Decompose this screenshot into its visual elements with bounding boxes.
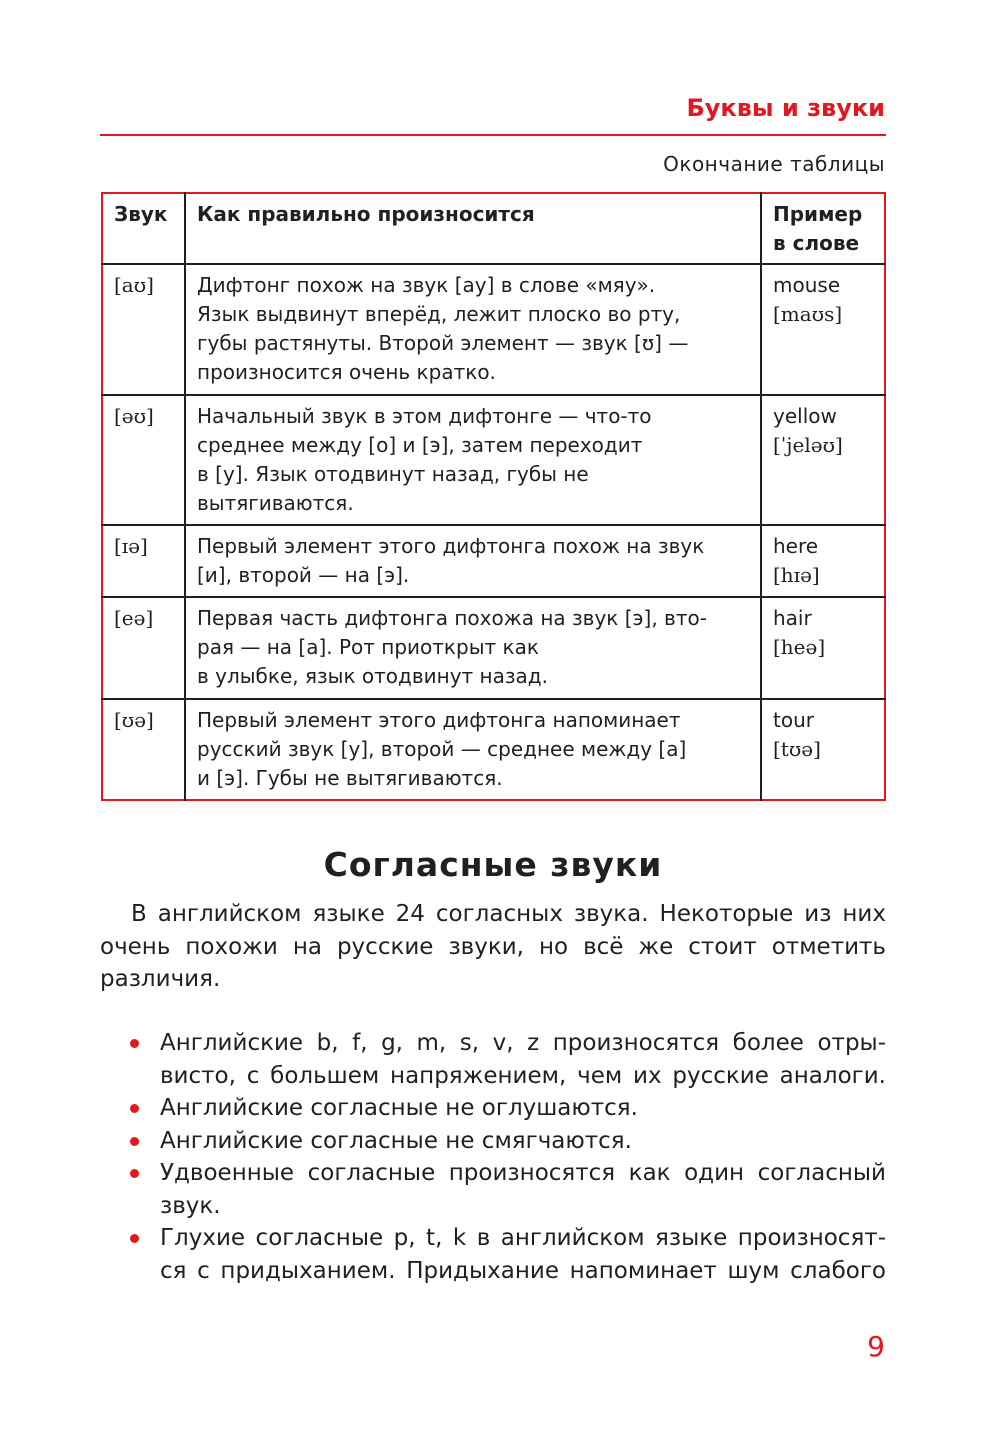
example-word: tour: [773, 708, 814, 732]
paragraph-line: различия.: [100, 966, 221, 992]
column-header-sound: Звук: [102, 193, 185, 264]
example-cell: [761, 395, 885, 525]
bullet-item: [100, 1222, 886, 1287]
paragraph-line: очень похожи на русские звуки, но всё же стоит отметить: [100, 933, 886, 960]
bullet-line: Глухие согласные p, t, k в английском языке произносят-: [160, 1225, 886, 1251]
bullet-line: висто, с большем напряжением, чем их русские аналоги.: [160, 1062, 886, 1089]
bullet-line: Удвоенные согласные произносятся как один согласный: [160, 1160, 886, 1186]
column-header-example: Пример в слове: [761, 193, 885, 264]
bullet-line: звук.: [160, 1192, 221, 1219]
sound-cell: [əʊ]: [102, 395, 185, 525]
diphthongs-table: [101, 192, 886, 801]
description-cell: Начальный звук в этом дифтонге — что-то среднее между [о] и [э], затем переходит в [у]. Язык отодвинут назад, губы не вытягиваются.: [185, 395, 761, 525]
table-row: [102, 699, 885, 800]
column-header-pronunciation: Как правильно произносится: [185, 193, 761, 264]
bullet-line: Английские согласные не смягчаются.: [160, 1127, 632, 1154]
example-cell: [761, 264, 885, 395]
table-continuation-label: Окончание таблицы: [663, 152, 885, 176]
description-cell: Первая часть дифтонга похожа на звук [э], вто- рая — на [а]. Рот приоткрыт как в улыбке, язык отодвинут назад.: [185, 597, 761, 699]
bullet-item: [100, 1125, 886, 1158]
section-title: Согласные звуки: [323, 845, 663, 884]
sound-cell: [ɪə]: [102, 525, 185, 597]
bullet-item: [100, 1157, 886, 1222]
header-rule: [100, 134, 886, 136]
bullet-line: Английские b, f, g, m, s, v, z произносятся более отры-: [160, 1030, 886, 1056]
sound-cell: [eə]: [102, 597, 185, 699]
bullet-item: [100, 1092, 886, 1125]
example-transcription: [heə]: [773, 635, 826, 659]
table-header-row: [102, 193, 885, 264]
example-word: here: [773, 534, 819, 558]
example-transcription: [ˈjeləʊ]: [773, 433, 843, 457]
description-cell: Дифтонг похож на звук [ay] в слове «мяу». Язык выдвинут вперёд, лежит плоско во рту, губы растянуты. Второй элемент — звук [ʊ] — произносится очень кратко.: [185, 264, 761, 395]
table-row: [102, 525, 885, 597]
table-row: [102, 264, 885, 395]
example-cell: [761, 525, 885, 597]
example-word: hair: [773, 606, 812, 630]
description-cell: Первый элемент этого дифтонга похож на звук [и], второй — на [э].: [185, 525, 761, 597]
intro-paragraph: [100, 898, 886, 996]
table-row: [102, 395, 885, 525]
bullet-line: Английские согласные не оглушаются.: [160, 1095, 638, 1121]
sound-cell: [aʊ]: [102, 264, 185, 395]
example-word: yellow: [773, 404, 837, 428]
example-transcription: [tʊə]: [773, 737, 821, 761]
paragraph-line: В английском языке 24 согласных звука. Некоторые из них: [131, 901, 886, 927]
description-cell: Первый элемент этого дифтонга напоминает русский звук [у], второй — среднее между [а] и [э]. Губы не вытягиваются.: [185, 699, 761, 800]
bullet-list: [100, 1027, 886, 1287]
example-cell: [761, 699, 885, 800]
example-cell: [761, 597, 885, 699]
sound-cell: [ʊə]: [102, 699, 185, 800]
bullet-item: [100, 1027, 886, 1092]
bullet-line: ся с придыханием. Придыхание напоминает шум слабого: [160, 1257, 886, 1284]
example-word: mouse: [773, 273, 841, 297]
example-transcription: [maʊs]: [773, 302, 843, 326]
example-transcription: [hɪə]: [773, 563, 820, 587]
page-number: 9: [867, 1330, 885, 1363]
running-header: Буквы и звуки: [686, 94, 885, 122]
table-row: [102, 597, 885, 699]
